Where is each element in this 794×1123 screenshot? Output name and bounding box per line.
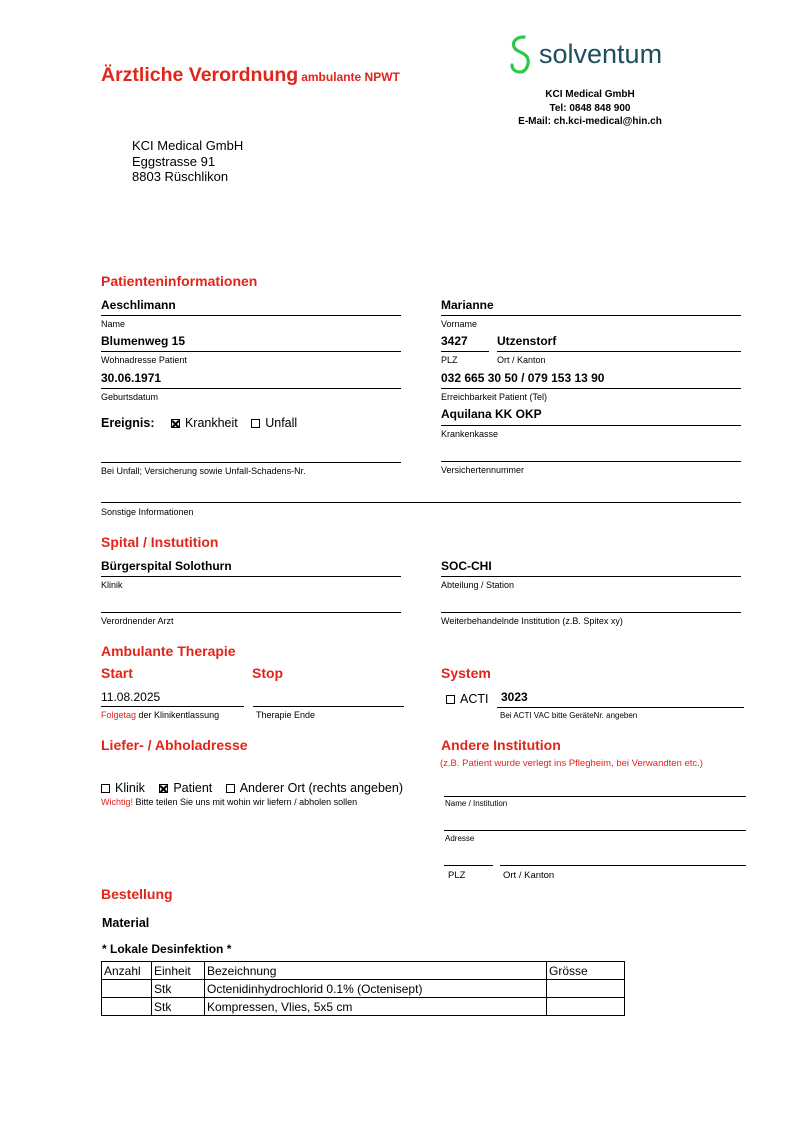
other-institution-ort-label: Ort / Kanton <box>503 870 555 881</box>
other-institution-address-field[interactable] <box>444 830 746 831</box>
patient-vorname-field[interactable]: Marianne <box>441 298 494 312</box>
delivery-warning <box>101 797 357 807</box>
col-header-anzahl: Anzahl <box>102 962 152 980</box>
cell-anzahl[interactable] <box>102 998 152 1016</box>
patient-ort-label: Ort / Kanton <box>497 355 546 365</box>
warning-word: Wichtig! <box>101 797 134 807</box>
event-illness-label: Krankheit <box>184 416 238 430</box>
therapy-start-title: Start <box>101 665 133 681</box>
patient-name-label: Name <box>101 319 126 329</box>
followday-text: Folgetag <box>101 710 137 720</box>
patient-street-label: Wohnadresse Patient <box>101 355 187 365</box>
patient-vorname-label: Vorname <box>441 319 478 329</box>
patient-phone-field[interactable]: 032 665 30 50 / 079 153 13 90 <box>441 371 605 385</box>
cell-groesse[interactable] <box>547 980 625 998</box>
delivery-patient-label: Patient <box>173 781 213 795</box>
patient-plz-label: PLZ <box>441 355 458 365</box>
prescribing-doctor-field[interactable] <box>101 612 401 613</box>
col-header-bezeichnung: Bezeichnung <box>205 962 547 980</box>
prescribing-doctor-label: Verordnender Arzt <box>101 616 174 626</box>
delivery-clinic-checkbox[interactable] <box>101 784 110 793</box>
material-table <box>101 961 625 1016</box>
address-line-3: 8803 Rüschlikon <box>132 169 229 184</box>
therapy-stop-title: Stop <box>252 665 284 681</box>
followday-rest-text: der Klinikentlassung <box>136 710 220 720</box>
company-email: E-Mail: ch.kci-medical@hin.ch <box>518 116 662 127</box>
event-illness-checkbox[interactable] <box>171 419 180 428</box>
other-info-field[interactable] <box>101 502 741 503</box>
col-header-einheit: Einheit <box>152 962 205 980</box>
event-accident-label: Unfall <box>265 416 298 430</box>
patient-birthdate-label: Geburtsdatum <box>101 392 159 402</box>
other-info-label: Sonstige Informationen <box>101 507 194 517</box>
hospital-department-label: Abteilung / Station <box>441 580 515 590</box>
patient-insurer-field[interactable]: Aquilana KK OKP <box>441 407 542 421</box>
section-patient-title: Patienteninformationen <box>101 273 258 289</box>
company-phone: Tel: 0848 848 900 <box>549 102 631 114</box>
section-other-institution-title: Andere Institution <box>441 737 561 753</box>
event-label: Ereignis: <box>101 416 155 430</box>
system-acti-label: ACTI <box>460 692 489 706</box>
patient-plz-field[interactable]: 3427 <box>441 334 468 348</box>
insured-number-field[interactable] <box>441 461 741 462</box>
form-title <box>101 64 400 87</box>
system-acti-checkbox[interactable] <box>446 695 455 704</box>
material-group-title: * Lokale Desinfektion * <box>102 942 232 956</box>
system-note: Bei ACTI VAC bitte GeräteNr. angeben <box>500 711 638 720</box>
logo-mark-icon <box>508 34 538 78</box>
recipient-address <box>132 138 243 185</box>
cell-bezeichnung: Kompressen, Vlies, 5x5 cm <box>205 998 547 1016</box>
table-header-row <box>102 962 625 980</box>
system-device-field[interactable]: 3023 <box>501 690 528 704</box>
address-line-2: Eggstrasse 91 <box>132 153 216 169</box>
solventum-logo <box>508 34 663 83</box>
event-accident-checkbox[interactable] <box>251 419 260 428</box>
delivery-clinic-label: Klinik <box>115 781 145 795</box>
form-subtitle: ambulante NPWT <box>301 70 400 84</box>
logo-text: solventum <box>539 39 663 69</box>
event-row <box>101 414 297 432</box>
accident-insurance-field[interactable] <box>101 462 401 463</box>
warning-text: Bitte teilen Sie uns mit wohin wir liefern / abholen sollen <box>133 797 358 807</box>
patient-insurer-label: Krankenkasse <box>441 429 499 439</box>
hospital-clinic-field[interactable]: Bürgerspital Solothurn <box>101 559 232 573</box>
insured-number-label: Versichertennummer <box>441 465 525 475</box>
therapy-system-title: System <box>441 665 491 681</box>
form-title-main: Ärztliche Verordnung <box>101 64 299 86</box>
section-therapy-title: Ambulante Therapie <box>101 643 236 659</box>
cell-einheit: Stk <box>152 980 205 998</box>
cell-bezeichnung: Octenidinhydrochlorid 0.1% (Octenisept) <box>205 980 547 998</box>
delivery-options <box>101 779 403 797</box>
therapy-start-label <box>101 710 219 720</box>
system-row <box>446 690 488 708</box>
delivery-patient-checkbox[interactable] <box>159 784 168 793</box>
section-delivery-title: Liefer- / Abholadresse <box>101 737 248 753</box>
cell-anzahl[interactable] <box>102 980 152 998</box>
other-institution-address-label: Adresse <box>445 834 475 843</box>
col-header-groesse: Grösse <box>547 962 625 980</box>
cell-groesse[interactable] <box>547 998 625 1016</box>
other-institution-ort-field[interactable] <box>500 865 746 866</box>
accident-insurance-label: Bei Unfall; Versicherung sowie Unfall-Schadens-Nr. <box>101 466 306 476</box>
section-hospital-title: Spital / Instutition <box>101 534 219 550</box>
patient-birthdate-field[interactable]: 30.06.1971 <box>101 371 162 385</box>
patient-name-field[interactable]: Aeschlimann <box>101 298 176 312</box>
therapy-end-label: Therapie Ende <box>256 710 316 720</box>
hospital-department-field[interactable]: SOC-CHI <box>441 559 492 573</box>
therapy-start-field[interactable]: 11.08.2025 <box>101 690 161 704</box>
patient-street-field[interactable]: Blumenweg 15 <box>101 334 186 348</box>
followup-institution-field[interactable] <box>441 612 741 613</box>
material-title: Material <box>102 916 150 930</box>
address-line-1: KCI Medical GmbH <box>132 138 244 153</box>
other-institution-name-field[interactable] <box>444 796 746 797</box>
patient-ort-field[interactable]: Utzenstorf <box>497 334 557 348</box>
therapy-end-field[interactable] <box>253 706 404 707</box>
other-institution-plz-label: PLZ <box>448 870 466 881</box>
followup-institution-label: Weiterbehandelnde Institution (z.B. Spitex xy) <box>441 616 623 626</box>
other-institution-plz-field[interactable] <box>444 865 493 866</box>
company-info <box>500 88 680 129</box>
company-name: KCI Medical GmbH <box>545 89 635 100</box>
other-institution-note: (z.B. Patient wurde verlegt ins Pflegheim, bei Verwandten etc.) <box>440 758 703 769</box>
table-row <box>102 998 625 1016</box>
section-order-title: Bestellung <box>101 886 173 902</box>
table-row <box>102 980 625 998</box>
delivery-other-label: Anderer Ort (rechts angeben) <box>239 781 403 795</box>
cell-einheit: Stk <box>152 998 205 1016</box>
other-institution-name-label: Name / Institution <box>445 799 508 808</box>
hospital-clinic-label: Klinik <box>101 580 123 590</box>
patient-phone-label: Erreichbarkeit Patient (Tel) <box>441 392 548 402</box>
delivery-other-checkbox[interactable] <box>226 784 235 793</box>
